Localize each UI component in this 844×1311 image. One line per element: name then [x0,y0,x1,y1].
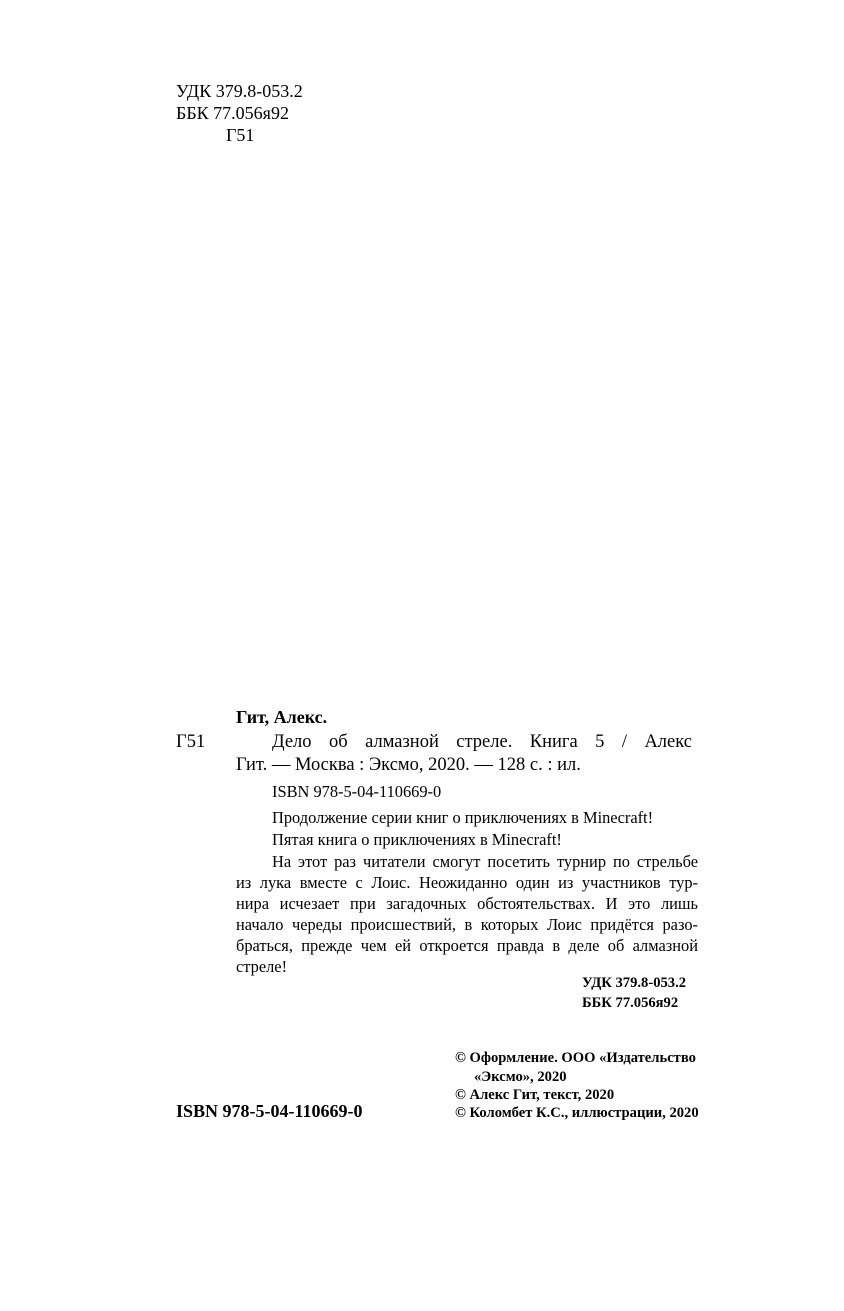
copyright-line-4: © Коломбет К.С., иллюстрации, 2020 [455,1105,699,1121]
author-mark: Г51 [176,732,206,752]
author-heading: Гит, Алекс. [236,707,328,727]
title-line-2: Гит. — Москва : Эксмо, 2020. — 128 с. : ил. [236,755,581,775]
copyright-line-2: «Эксмо», 2020 [474,1069,567,1085]
udk-bottom: УДК 379.8-053.2 [582,975,687,991]
annotation-line-6: начало череды происшествий, в которых Лоис придётся разо- [236,915,698,934]
annotation-line-8: стреле! [236,957,288,976]
annotation-line-2: Пятая книга о приключениях в Minecraft! [272,830,562,849]
isbn-bold: ISBN 978-5-04-110669-0 [176,1101,363,1121]
annotation-line-1: Продолжение серии книг о приключениях в Minecraft! [272,808,654,827]
annotation-line-5: нира исчезает при загадочных обстоятельствах. И это лишь [236,894,698,913]
bbk-bottom: ББК 77.056я92 [582,995,679,1011]
annotation-line-3: На этот раз читатели смогут посетить турнир по стрельбе [272,852,698,871]
udk-top: УДК 379.8-053.2 [176,81,303,101]
copyright-line-3: © Алекс Гит, текст, 2020 [455,1087,615,1103]
isbn-entry: ISBN 978-5-04-110669-0 [272,782,442,801]
title-line-1: Дело об алмазной стреле. Книга 5 / Алекс [272,732,692,752]
copyright-line-1: © Оформление. ООО «Издательство [455,1050,696,1066]
author-mark-top: Г51 [226,125,255,145]
bbk-top: ББК 77.056я92 [176,103,289,123]
annotation-line-4: из лука вместе с Лоис. Неожиданно один из участников тур- [236,873,698,892]
annotation-line-7: браться, прежде чем ей откроется правда в деле об алмазной [236,936,698,955]
